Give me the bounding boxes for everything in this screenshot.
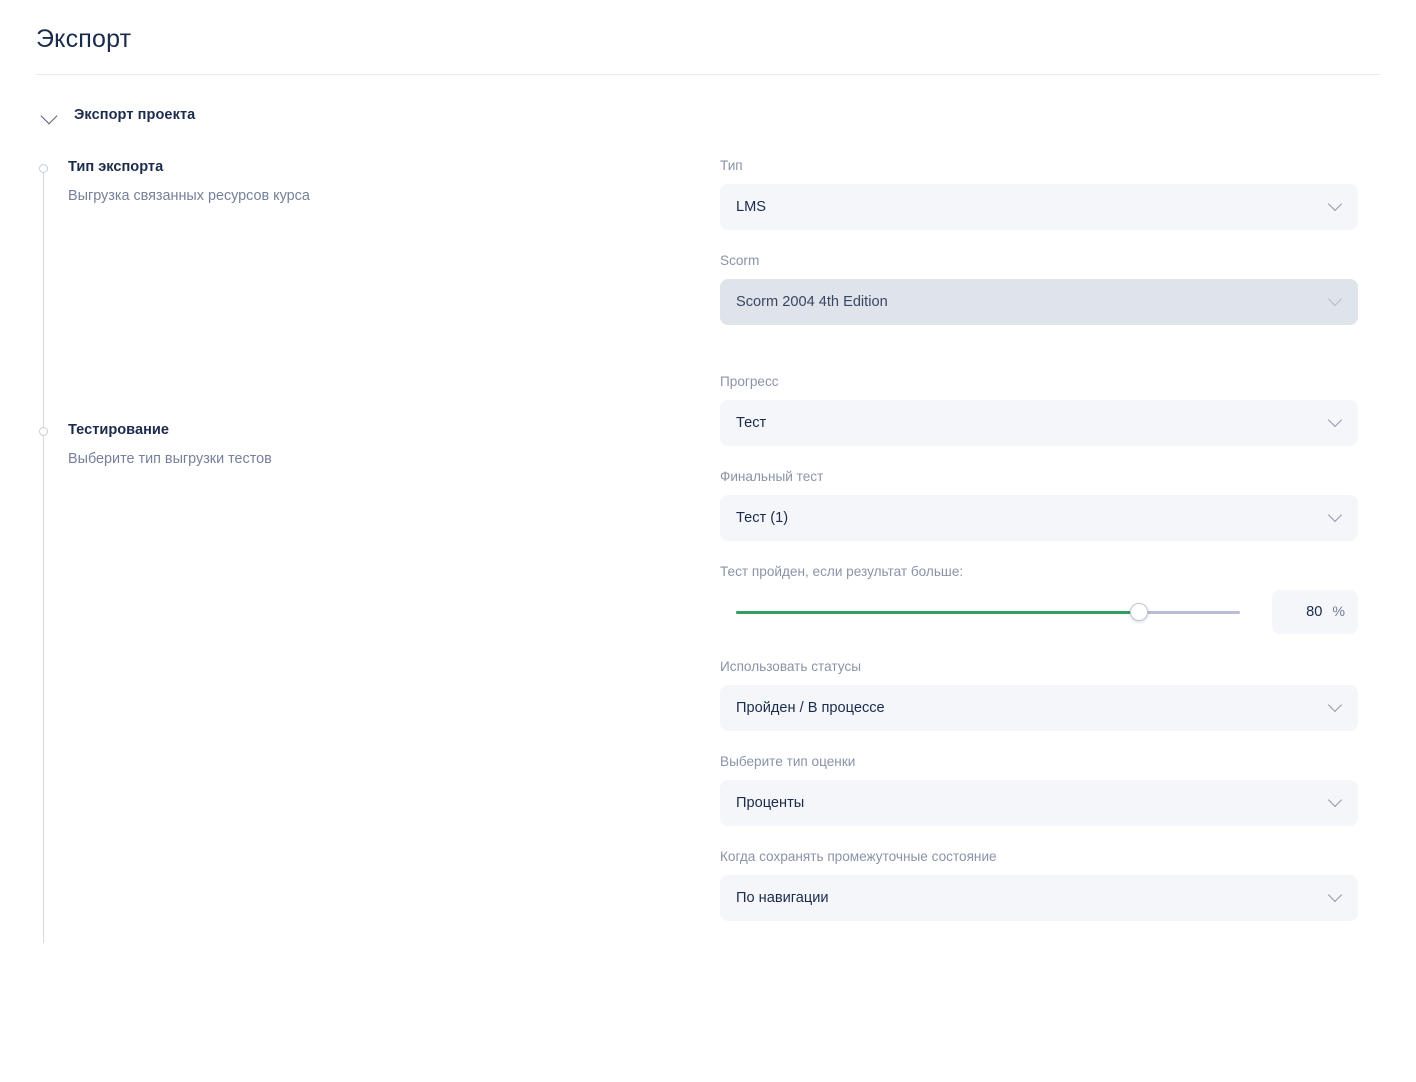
field-label: Прогресс: [720, 374, 779, 389]
scorm-select: [720, 279, 1358, 325]
field-final-test: [720, 468, 1358, 541]
field-type: [720, 157, 1358, 230]
chevron-down-icon: [1330, 415, 1342, 427]
step-dot-icon: [39, 164, 48, 173]
step-description: Выгрузка связанных ресурсов курса: [68, 188, 310, 204]
section-title: Экспорт проекта: [74, 107, 196, 123]
slider-track-fill: [736, 611, 1139, 614]
page-title: Экспорт: [36, 25, 132, 53]
field-label: Использовать статусы: [720, 659, 861, 674]
final-test-select[interactable]: [720, 495, 1358, 541]
export-section: [0, 75, 1416, 943]
field-label: Тип: [720, 158, 743, 173]
step-description: Выберите тип выгрузки тестов: [68, 451, 272, 467]
field-pass-threshold: [720, 563, 1358, 634]
save-state-select-value: По навигации: [736, 890, 829, 906]
score-type-select[interactable]: [720, 780, 1358, 826]
chevron-down-icon: [1330, 700, 1342, 712]
chevron-down-icon: [1330, 294, 1342, 306]
step-testing: [36, 420, 720, 469]
percent-unit-label: %: [1332, 604, 1345, 620]
slider-thumb[interactable]: [1130, 603, 1148, 621]
chevron-down-icon: [1330, 795, 1342, 807]
scorm-select-value: Scorm 2004 4th Edition: [736, 294, 888, 310]
progress-select-value: Тест: [736, 415, 767, 431]
page-header: [0, 0, 1416, 74]
fields-column: [720, 157, 1380, 943]
field-scorm: [720, 252, 1358, 325]
final-test-select-value: Тест (1): [736, 510, 789, 526]
chevron-down-icon[interactable]: [40, 105, 60, 125]
field-statuses: [720, 658, 1358, 731]
save-state-select[interactable]: [720, 875, 1358, 921]
timeline-rail: [43, 171, 44, 943]
field-label: Финальный тест: [720, 469, 824, 484]
statuses-select-value: Пройден / В процессе: [736, 700, 885, 716]
field-label: Scorm: [720, 253, 760, 268]
field-save-state: [720, 848, 1358, 921]
field-label: Тест пройден, если результат больше:: [720, 564, 964, 579]
field-progress: [720, 373, 1358, 446]
slider-track[interactable]: [736, 611, 1240, 614]
statuses-select[interactable]: [720, 685, 1358, 731]
export-body: [36, 157, 1380, 943]
pass-threshold-slider[interactable]: [720, 592, 1256, 632]
chevron-down-icon: [1330, 510, 1342, 522]
step-export-type: [36, 157, 720, 206]
field-label: Выберите тип оценки: [720, 754, 856, 769]
chevron-down-icon: [1330, 199, 1342, 211]
step-dot-icon: [39, 427, 48, 436]
field-label: Когда сохранять промежуточные состояние: [720, 849, 997, 864]
chevron-down-icon: [1330, 890, 1342, 902]
steps-column: [36, 157, 720, 943]
score-type-select-value: Проценты: [736, 795, 805, 811]
field-score-type: [720, 753, 1358, 826]
pass-threshold-row: [720, 590, 1358, 634]
section-header-export-project[interactable]: [36, 99, 1380, 129]
type-select-value: LMS: [736, 199, 767, 215]
pass-threshold-input[interactable]: [1272, 590, 1358, 634]
progress-select[interactable]: [720, 400, 1358, 446]
pass-threshold-value: 80: [1306, 604, 1323, 620]
step-title: Тестирование: [68, 422, 169, 438]
type-select[interactable]: [720, 184, 1358, 230]
step-title: Тип экспорта: [68, 159, 164, 175]
